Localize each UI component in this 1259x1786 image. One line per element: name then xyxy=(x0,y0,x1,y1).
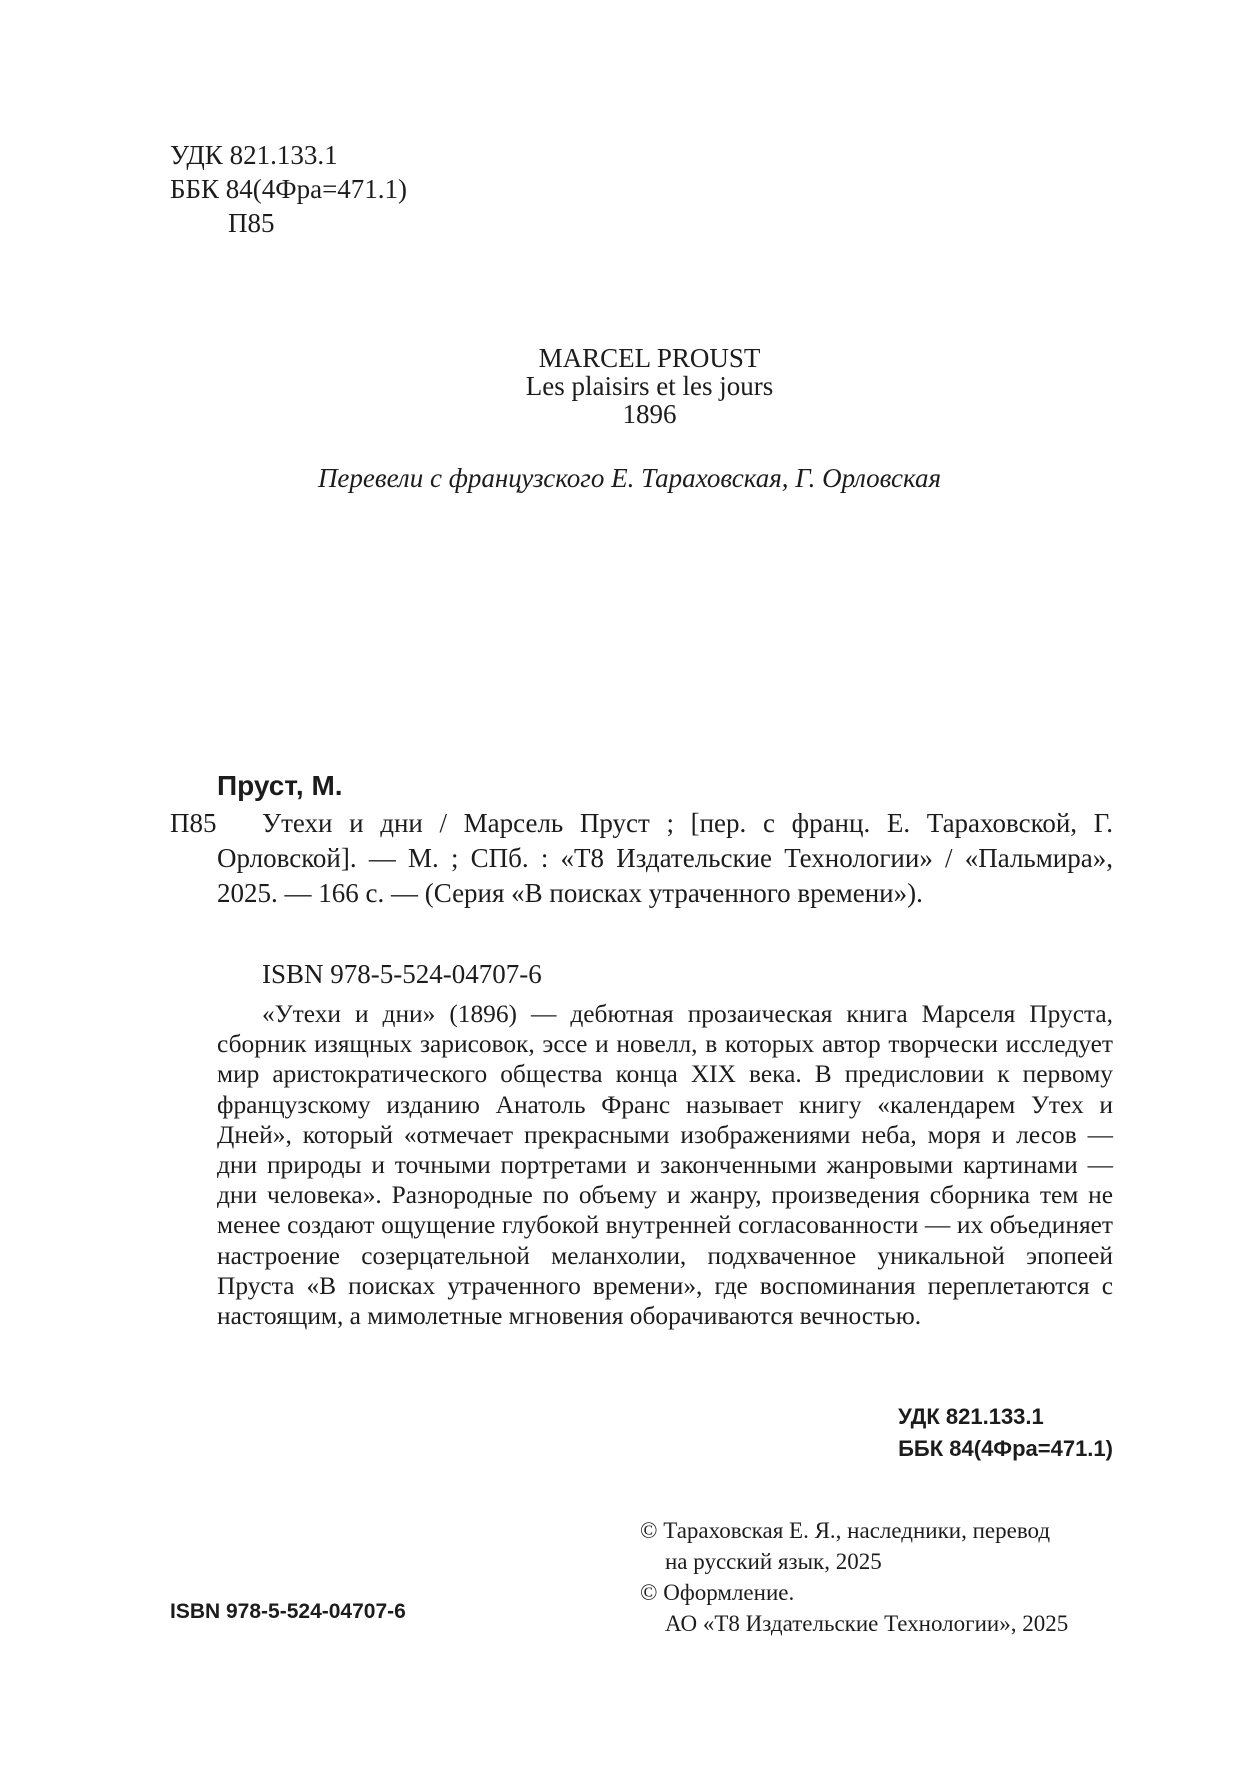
catalog-bbk: ББК 84(4Фра=471.1) xyxy=(898,1436,1113,1461)
catalog-isbn: ISBN 978-5-524-04707-6 xyxy=(262,959,542,989)
author-mark-top: П85 xyxy=(228,208,275,238)
catalog-author-mark: П85 xyxy=(170,808,217,838)
copyright-translation-cont: на русский язык, 2025 xyxy=(665,1549,882,1574)
original-author: MARCEL PROUST xyxy=(538,343,761,373)
isbn-bottom: ISBN 978-5-524-04707-6 xyxy=(170,1600,406,1623)
udk-code-top: УДК 821.133.1 xyxy=(170,140,338,170)
catalog-classification xyxy=(898,1401,1113,1465)
translators-note: Перевели с французского Е. Тараховская, Г. Орловская xyxy=(317,463,942,493)
catalog-author: Пруст, М. xyxy=(217,770,343,801)
catalog-description: Утехи и дни / Марсель Пруст ; [пер. с франц. Е. Тараховской, Г. Орловской]. — М. ; СПб. : «Т8 Издательские Технологии» / «Пальмира», 2025. — 166 с. — (Серия «В поисках утраченного времени»). xyxy=(217,808,1113,908)
copyright-translation: © Тараховская Е. Я., наследники, перевод xyxy=(640,1518,1051,1543)
original-edition-block xyxy=(0,344,1259,428)
book-annotation: «Утехи и дни» (1896) — дебютная прозаическая книга Марселя Пруста, сборник изящных зарисовок, эссе и новелл, в которых автор творчески исследует мир аристократического общества конца XIX века. В предисловии к первому французскому изданию Анатоль Франс называет книгу «календарем Утех и Дней», который «отмечает прекрасными изображениями неба, моря и лесов — дни природы и точными портретами и законченными жанровыми картинами — дни человека». Разнородные по объему и жанру, произведения сборника тем не менее создают ощущение глубокой внутренней согласованности — их объединяет настроение созерцательной меланхолии, подхваченное уникальной эпопеей Пруста «В поисках утраченного времени», где воспоминания переплетаются с настоящим, а мимолетные мгновения оборачиваются вечностью. xyxy=(217,1000,1113,1331)
copyright-block xyxy=(640,1515,1068,1639)
original-year: 1896 xyxy=(622,399,677,429)
copyright-publisher: АО «Т8 Издательские Технологии», 2025 xyxy=(665,1611,1069,1636)
bbk-code-top: ББК 84(4Фра=471.1) xyxy=(170,174,408,204)
catalog-udk: УДК 821.133.1 xyxy=(898,1404,1044,1429)
original-title: Les plaisirs et les jours xyxy=(525,371,774,401)
copyright-design: © Оформление. xyxy=(640,1580,795,1605)
